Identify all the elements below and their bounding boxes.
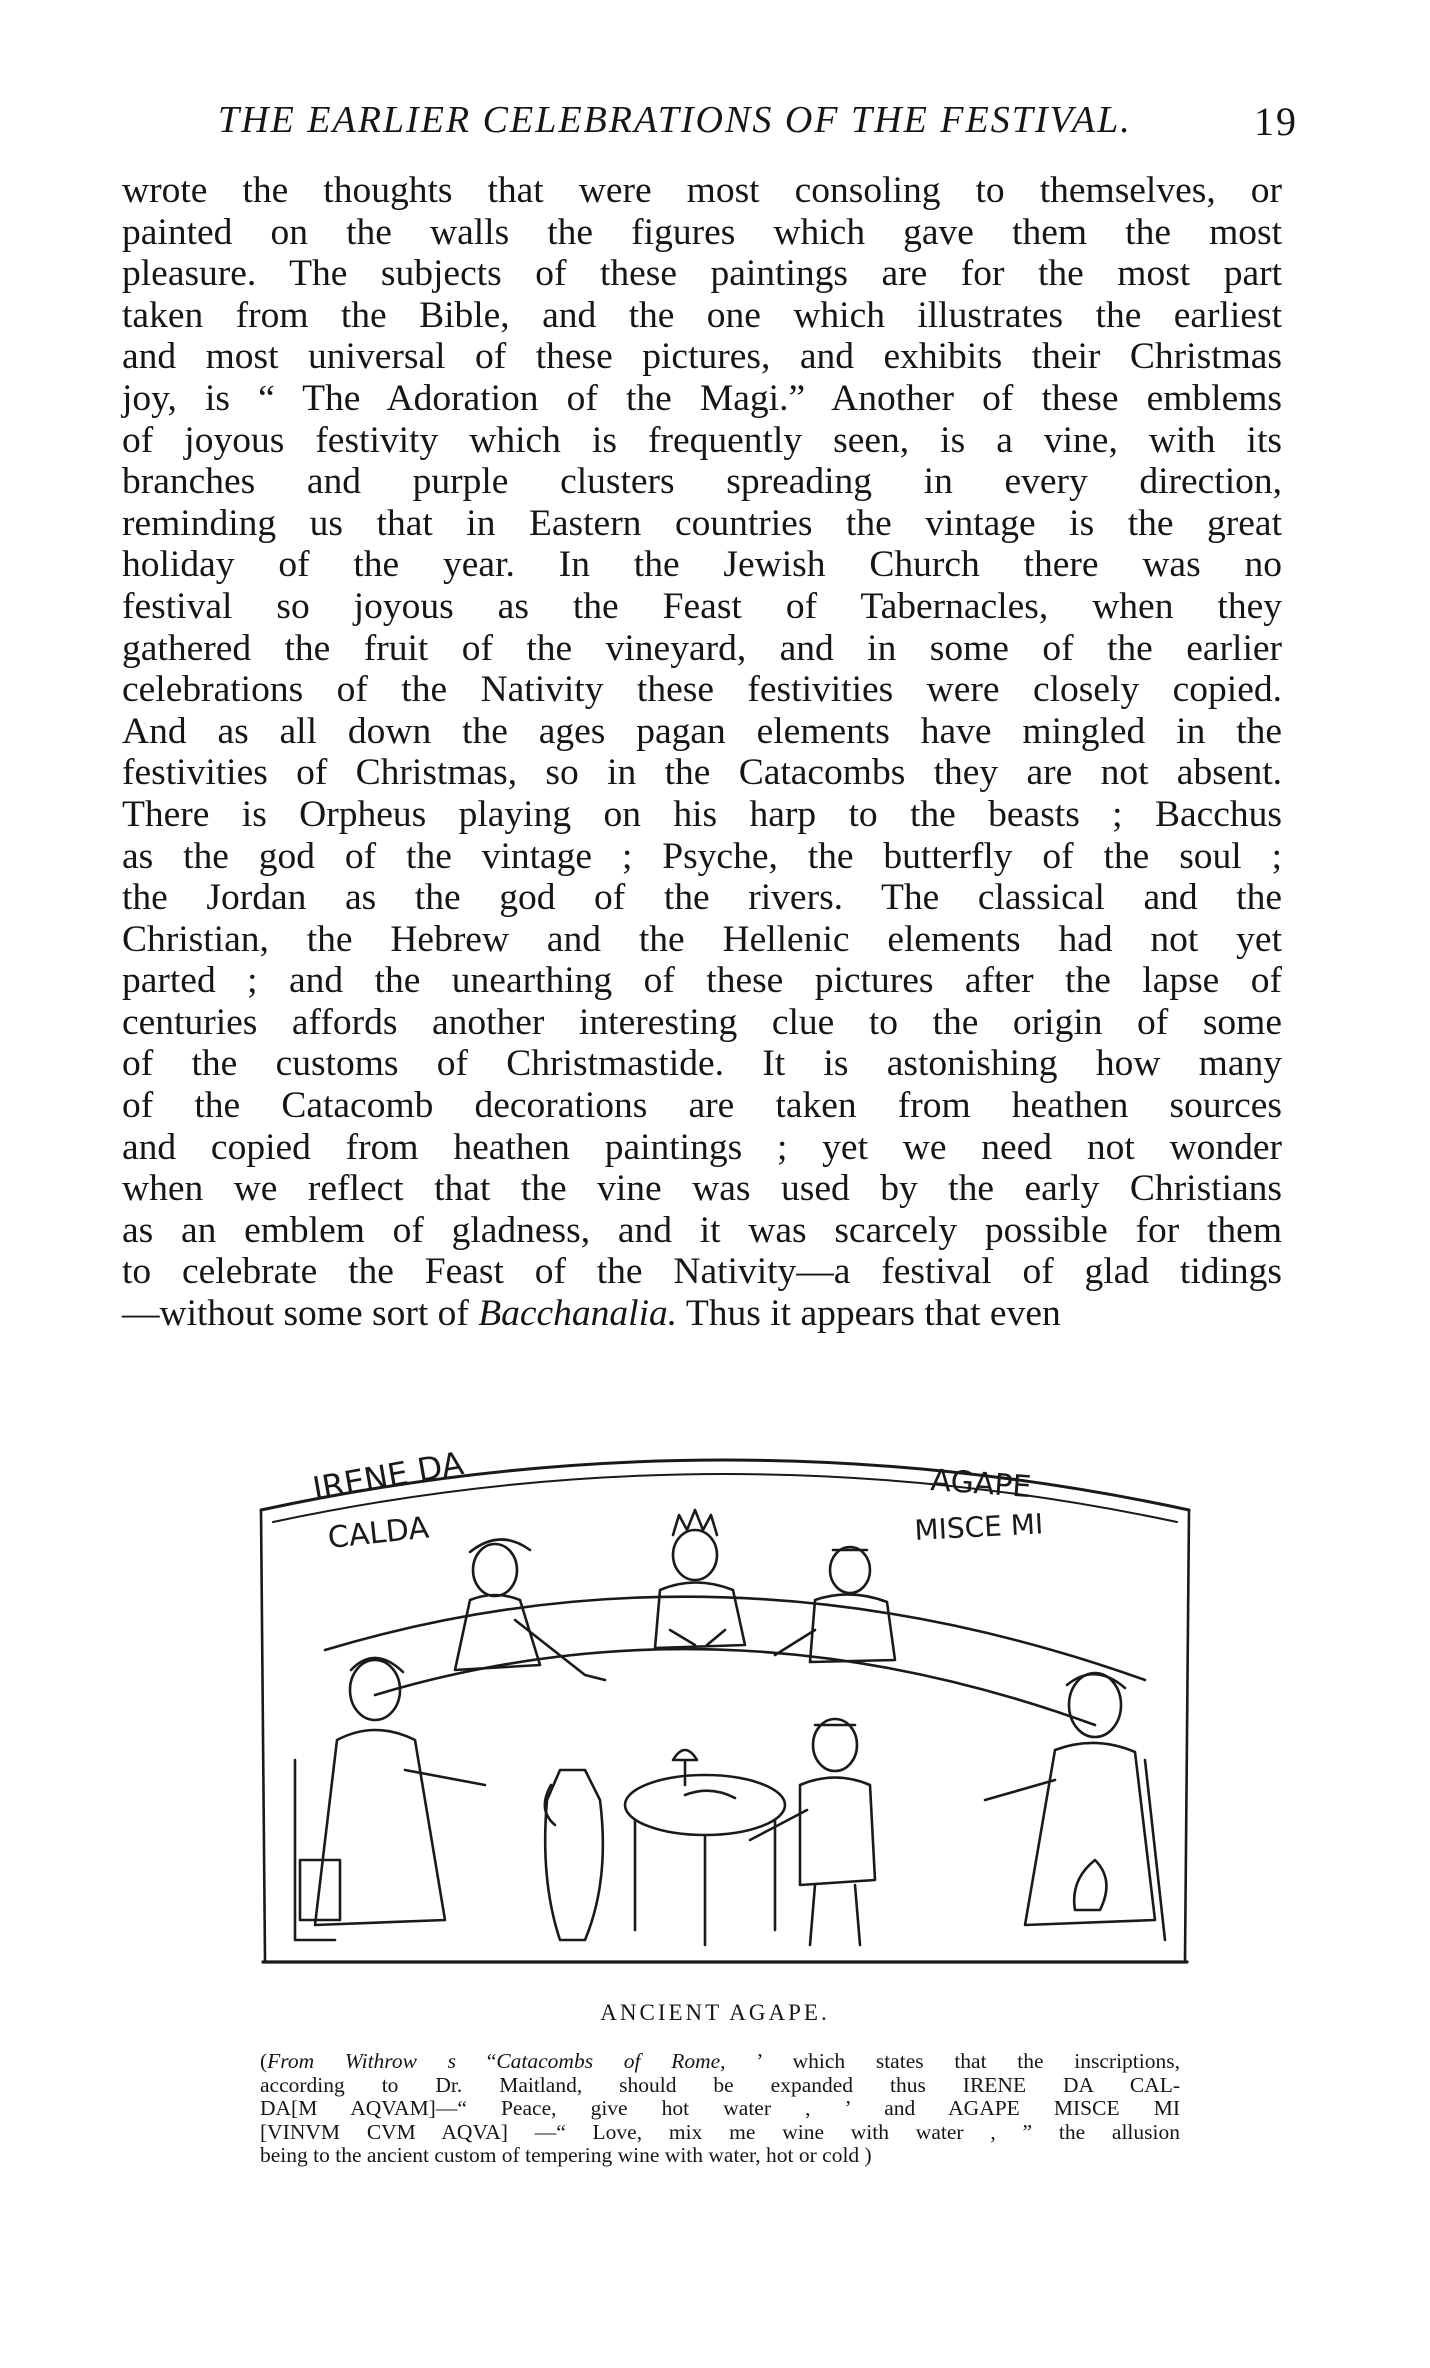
text-line: festivities of Christmas, so in the Catacombs they are not absent. [122,752,1282,794]
text-line: of the customs of Christmastide. It is astonishing how many [122,1043,1282,1085]
caption-open-paren: ( [260,2049,268,2073]
inscription-left-1: IRENE DA [309,1444,467,1508]
caption-line-rest: ’ which states that the inscriptions, [725,2049,1180,2073]
caption-line: [VINVM CVM AQVA] —“ Love, mix me wine with water , ” the allusion [260,2119,1180,2144]
italic-term: Bacchanalia. [478,1293,678,1335]
text-fragment: —without some sort of [122,1293,479,1335]
text-line-last [122,1293,1282,1335]
agape-illustration [255,1440,1195,1970]
figure-caption [260,2050,1180,2168]
couch-back [325,1597,1145,1680]
running-title: THE EARLIER CELEBRATIONS OF THE FESTIVAL. [218,99,1132,141]
text-line: And as all down the ages pagan elements have mingled in the [122,710,1282,752]
caption-source-title: Catacombs of Rome, [496,2049,726,2073]
text-line: branches and purple clusters spreading in every direction, [122,461,1282,503]
text-line: as an emblem of gladness, and it was scarcely possible for them [122,1209,1282,1251]
text-line: when we reflect that the vine was used by the early Christians [122,1168,1282,1210]
text-line: and copied from heathen paintings ; yet we need not wonder [122,1126,1282,1168]
text-line: celebrations of the Nativity these festivities were closely copied. [122,669,1282,711]
text-line: reminding us that in Eastern countries the vintage is the great [122,502,1282,544]
caption-quote-open: “ [456,2049,497,2073]
caption-line [260,2050,1180,2074]
page-number: 19 [1254,99,1298,144]
diner-left-back [455,1539,605,1680]
text-line: wrote the thoughts that were most consoling to themselves, or [122,170,1282,211]
frame-left-edge [261,1510,265,1960]
servant-standing [750,1719,875,1945]
inscription-right-1: AGAPE [929,1463,1033,1506]
figure-ancient-agape [255,1440,1195,1970]
text-line: There is Orpheus playing on his harp to the beasts ; Bacchus [122,793,1282,835]
running-head [218,98,1298,150]
text-line: and most universal of these pictures, and exhibits their Christmas [122,336,1282,378]
frame-right-edge [1185,1510,1189,1960]
inscription-left-2: CALDA [326,1510,431,1556]
text-line: gathered the fruit of the vineyard, and in some of the earlier [122,627,1282,669]
round-table [625,1750,785,1945]
text-line: of joyous festivity which is frequently seen, is a vine, with its [122,419,1282,461]
inscription-right-2: MISCE MI [913,1507,1044,1547]
wine-jar [545,1770,603,1940]
caption-source-author: From Withrow s [267,2049,457,2073]
diner-right-seated [985,1673,1165,1940]
diner-crowned [655,1510,745,1648]
text-line: holiday of the year. In the Jewish Church there was no [122,544,1282,586]
caption-line: DA[M AQVAM]—“ Peace, give hot water , ’ and AGAPE MISCE MI [260,2096,1180,2120]
body-text [122,170,1282,1335]
text-line: centuries affords another interesting clue to the origin of some [122,1001,1282,1043]
text-line: painted on the walls the figures which gave them the most [122,211,1282,253]
text-line: pleasure. The subjects of these paintings are for the most part [122,253,1282,295]
text-line: joy, is “ The Adoration of the Magi.” Another of these emblems [122,377,1282,419]
caption-line: being to the ancient custom of tempering wine with water, hot or cold ) [260,2143,872,2167]
diner-left-seated [295,1658,485,1940]
text-line: to celebrate the Feast of the Nativity—a festival of glad tidings [122,1251,1282,1293]
text-fragment: Thus it appears that even [677,1293,1061,1335]
couch-front [375,1649,1095,1725]
text-line: of the Catacomb decorations are taken from heathen sources [122,1085,1282,1127]
text-line: as the god of the vintage ; Psyche, the butterfly of the soul ; [122,835,1282,877]
text-line: festival so joyous as the Feast of Tabernacles, when they [122,585,1282,627]
figure-title: ANCIENT AGAPE. [600,2000,830,2025]
text-line: taken from the Bible, and the one which illustrates the earliest [122,294,1282,336]
text-line: Christian, the Hebrew and the Hellenic elements had not yet [122,918,1282,960]
caption-line: according to Dr. Maitland, should be expanded thus IRENE DA CAL- [260,2072,1180,2097]
text-line: parted ; and the unearthing of these pictures after the lapse of [122,960,1282,1002]
text-line: the Jordan as the god of the rivers. The classical and the [122,877,1282,919]
